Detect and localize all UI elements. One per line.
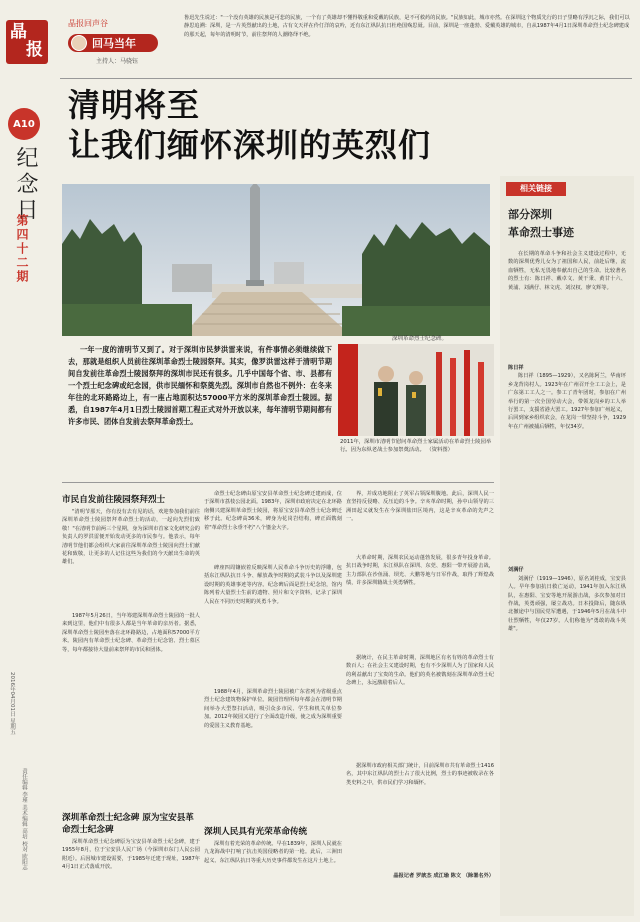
sidebar-p2-name: 刘满仔 [508,567,524,574]
page-code: A10 [13,118,35,130]
main-photo-caption: 深圳革命烈士纪念碑。 [392,336,448,342]
second-photo-caption: 2011年，深圳市清明节慰问革命烈士家属活动在革命烈士陵园举行。因为东纵老战士参加祭奠活动。 （资料图） [340,439,492,453]
monument-illustration [62,184,490,336]
byline: 晶报记者 罗歆杰 成江瑜 陈文 （除署名外） [393,873,494,879]
section-heading-1: 市民自发前往陵园祭拜烈士 [62,495,166,505]
sidebar-title-line2: 革命烈士事迹 [508,226,574,239]
monument-obelisk [250,188,260,284]
body-column-1 [62,490,200,914]
col2-paragraph-2: 碑座四周镶嵌着反映深圳人民革命斗争历史的浮雕，包括东江纵队抗日斗争、解放战争时期的武装斗争以及深圳建设时期的英雄事迹等内容。纪念碑后面是烈士纪念馆，馆内陈列着大量烈士生前的遗物、照片和文字资料，记录了深圳人民在不同历史时期的英勇斗争。 [204,565,342,605]
column-name: 回马当年 [92,37,136,50]
related-label: 相关链接 [506,182,566,196]
issue-label: 第四十二期 [15,214,29,284]
col1-paragraph-1: "清明节那天，你有没有去有见的话，欢迎参加我们前往深圳革命烈士陵园祭拜革命烈士的活动，一起向先烈们致敬！"在清明节前两三个星期，身为深圳市首家文化研究会的负责人的罗洪雷便开始发动更多的市民参与。他表示，每年清明节他们都会组织大家前往深圳革命烈士陵园向烈士们献花和致敬，让更多的人记住这些为我们的今天献出生命的英雄们。 [62,509,200,566]
sidebar-title-line1: 部分深圳 [508,208,552,221]
masthead-logo [6,20,48,64]
sidebar-intro: 在长期的革命斗争和社会主义建设过程中，无数的深圳优秀儿女为了祖国和人民，前赴后继，流血牺牲，无私无畏地奉献出自己的生命。比较著名的烈士有：陈日祥、戴卓文、黄干秉、黄甘十六、黄浦、刘满仔、林文虎、刘汉权、廖文辉等。 [508,251,626,291]
col3-paragraph-1: 界，并成功地阻止了英军占领深圳腹地。此后，深圳人民一直坚持反侵略、反压迫的斗争。辛亥革命时期，孙中山领导的三洲田起义就发生在今深圳盐田区境内，这是辛亥革命的先声之一。 [346,491,494,523]
col3-paragraph-2: 大革命时期，深圳农民运动蓬勃发展，很多青年投身革命。抗日战争时期，东江纵队在深圳、东莞、惠阳一带开展游击战，主力部队在沙鱼涌、坝光、大鹏等地与日军作战，取得了辉煌战绩，许多深圳籍战士英勇牺牲。 [346,555,494,587]
col1-paragraph-3: 深圳革命烈士纪念碑原为宝安县革命烈士纪念碑，建于1955年8月，位于宝安县人民广场（今深圳市东门人民公园附近）。后因城市建设需要，于1985年迁建于现址，1987年4月1日正式落成开放。 [62,839,200,871]
column-kicker: 晶报回声谷 [68,19,108,28]
headline-line2: 让我们缅怀深圳的英烈们 [68,126,432,164]
ceremony-photo [338,344,494,436]
sidebar [500,176,634,916]
section-heading-2: 深圳革命烈士纪念碑 原为宝安县革命烈士纪念碑 [62,813,194,835]
host-avatar [71,35,87,51]
column-header [68,34,158,52]
section-heading-3: 深圳人民具有光荣革命传统 [204,827,308,837]
ceremony-illustration [338,344,494,436]
col2-paragraph-1: 命烈士纪念碑由原宝安县革命烈士纪念碑迁建而成，位于深圳市荔枝公园北面。1983年，深圳市政府决定在北环路南侧兴建深圳革命烈士陵园，将原宝安县革命烈士纪念碑迁移于此。纪念碑高36米，碑身为花岗岩结构，碑正面镌刻着"革命烈士永垂不朽"八个鎏金大字。 [204,491,342,531]
lead-paragraph: 一年一度的清明节又到了。对于深圳市民梦洪雷来说，有件事情必须继续做下去，那就是组织人员前往深圳革命烈士陵园祭拜。其实，像罗洪雷这样于清明节期间自发前往革命烈士陵园祭拜的深圳市民还有很多。几乎中国每个省、市、县都有一个烈士纪念碑或纪念园，供市民缅怀和祭奠先烈。深圳市自然也不例外：在冬来年往的北环路路边上，有一座占地面积达57000平方米的深圳革命烈士陵园。据悉，自1987年4月1日烈士陵园首期工程正式对外开放以来，每年清明节期间都有许多市民、团体自发前去祭拜革命烈士。 [68,345,332,426]
col3-paragraph-3: 据统计，在民主革命时期，深圳地区有名有姓的革命烈士有数百人；在社会主义建设时期，也有不少深圳人为了国家和人民的利益献出了宝贵的生命。他们的英名被镌刻在深圳革命烈士纪念碑上，永远激励着后人。 [346,655,494,687]
col2-paragraph-4: 深圳有着光荣的革命传统。早在1839年，深圳人民就在九龙海战中打响了抗击英国侵略者的第一枪。此后，三洲田起义、东江纵队抗日等重大历史事件都发生在这片土地上。 [204,841,342,864]
col1-paragraph-2: 1987年5月26日，当年筹建深圳革命烈士陵园的一批人来到这里，他们中有很多人都是当年革命的亲历者。据悉，深圳革命烈士陵园坐落在北环路路边，占地面积57000平方米。陵园内有革命烈士纪念碑、革命烈士纪念馆、烈士墓区等，每年都接待大量前来祭拜的市民和团体。 [62,613,200,653]
sidebar-p2-text: 刘满仔（1919—1946），原名刘桂成，宝安县人。早年参加抗日救亡运动，1941年加入东江纵队，在惠阳、宝安等地开展游击战，多次参加对日作战，英勇顽强，屡立战功。日本投降后，随东纵北撤途中与国民党军遭遇，于1946年5月在战斗中壮烈牺牲，年仅27岁。人们称他为"勇敢的战斗英雄"。 [508,575,626,633]
col3-paragraph-4: 据深圳市政府相关部门统计，目前深圳市共有革命烈士1416名，其中东江纵队的烈士占了很大比例，烈士的事迹被收录在各类史料之中，供市民们学习和缅怀。 [346,763,494,786]
logo-char-1: 晶 [10,22,27,42]
body-column-3 [346,490,494,914]
intro-text: 鲁迅先生说过："一个没有英雄的民族是可悲的民族，一个有了英雄却不懂得敬重和爱戴的民族，是不可救药的民族。"民族如此，城市亦然。在深圳这个物质先行的日子里略有浮沉之际，我们可以静思追溯：深圳，是一片英烈献出的土地，古有文天祥在伶仃洋的哀吟，近有东江纵队抗日杜绝国殇思聂。目前，深圳是一座蓬勃、爱戴英雄的城市，自从1987年4月1日深圳革命烈士纪念碑建成的那天起，每年的清明时节，前往祭拜的人潮络绎不绝。 [184,15,630,38]
footer-editors: 责任编辑 李瑾 美术编辑 高培 校对 欧阳志 [21,768,27,871]
sidebar-p1-text: 陈日祥（1895—1929），又名陈阿兰，华南坪乡龙背岗村人。1923年在广州召开全工工会上，是广东第工工人之一。参工了青年团时，参加在广州举行的第一次全国劳动大会，带领龙岗乡的工人举行罢工，支援省港大罢工。1927年参加广州起义，后回到家乡组织农会，在龙岗一带坚持斗争，1929年在广州被捕后牺牲，年仅34岁。 [508,373,626,430]
col2-paragraph-3: 1988年4月，深圳革命烈士陵园被广东省列为省级重点烈士纪念建筑物保护单位。陵园管理所每年都会在清明节期间举办大型祭扫活动，吸引众多市民、学生和机关单位参加。2012年陵园又进行了全面改造升级，使之成为深圳重要的爱国主义教育基地。 [204,689,342,729]
header-rule [60,78,632,79]
section-title: 纪念日 [13,146,38,224]
page-code-badge [8,108,40,140]
headline-line1: 清明将至 [68,86,201,124]
footer-date: 2016年04月01日 星期五 [9,672,15,735]
host-label: 主持人：马骁钰 [96,58,139,65]
monument-photo [62,184,490,336]
sidebar-p1-name: 陈日祥 [508,365,524,371]
body-column-2 [204,490,342,914]
logo-char-2: 报 [26,40,43,60]
body-divider [62,482,494,483]
